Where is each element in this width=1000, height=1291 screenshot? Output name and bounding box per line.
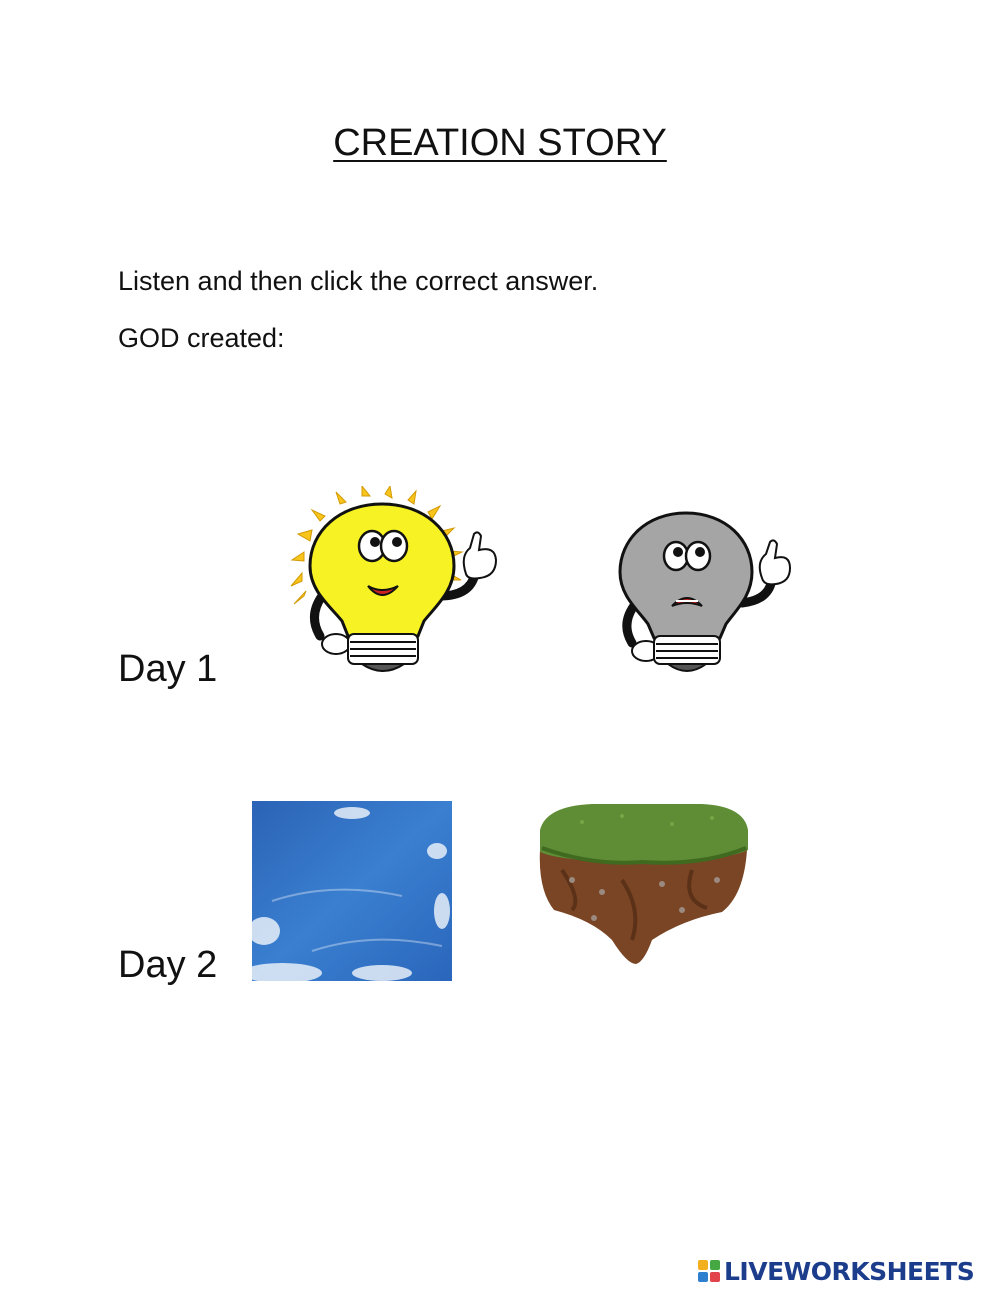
- option-darkness[interactable]: [610, 508, 800, 680]
- sky-image: [252, 801, 452, 981]
- dim-lightbulb-icon: [610, 508, 800, 680]
- worksheet-title: CREATION STORY: [333, 122, 667, 164]
- day-1-label: Day 1: [118, 648, 218, 690]
- liveworksheets-mark-icon: [698, 1260, 720, 1282]
- day-2-label: Day 2: [118, 944, 218, 986]
- option-sky[interactable]: [252, 801, 452, 981]
- prompt-text: GOD created:: [118, 323, 285, 353]
- brand-name: LIVEWORKSHEETS: [724, 1256, 975, 1286]
- option-land[interactable]: [532, 800, 754, 966]
- liveworksheets-logo[interactable]: [698, 1254, 974, 1288]
- option-light[interactable]: [290, 486, 505, 676]
- floating-land-image: [532, 800, 754, 966]
- instruction-text: Listen and then click the correct answer.: [118, 266, 599, 296]
- bright-lightbulb-icon: [290, 486, 505, 676]
